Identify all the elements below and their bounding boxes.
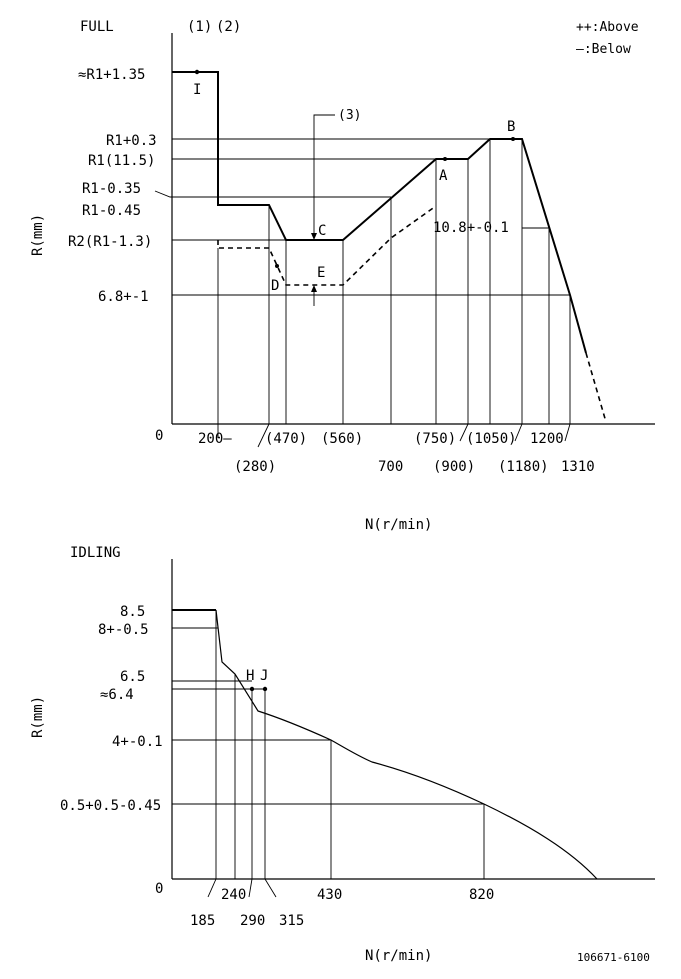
y-label-4: 4+-0.1 <box>112 734 163 750</box>
legend-above: ++:Above <box>576 20 639 35</box>
y-label-85: 8.5 <box>120 604 146 620</box>
x-label-290: 290 <box>240 913 266 929</box>
point-i-label: I <box>193 82 202 98</box>
leader-1310 <box>565 424 570 441</box>
mark-1: (1) <box>187 19 213 35</box>
full-load-chart <box>30 19 655 533</box>
y-label-65: 6.5 <box>120 669 146 685</box>
point-d-dot <box>275 264 279 268</box>
x-label-1180: (1180) <box>498 459 549 475</box>
x-label-1200: 1200 <box>530 431 564 447</box>
legend-below: —:Below <box>576 42 631 57</box>
x-label-1050: (1050) <box>466 431 517 447</box>
leader-290 <box>249 879 252 897</box>
point-c-label: C <box>318 223 327 239</box>
full-load-curve <box>172 72 586 353</box>
mark-2: (2) <box>216 19 242 35</box>
ref-line-r1-m035 <box>155 191 391 197</box>
x-label-240: 240 <box>221 887 247 903</box>
y-label-zero: 0 <box>155 428 164 444</box>
leader-185 <box>208 879 216 897</box>
x-label-820: 820 <box>469 887 495 903</box>
point-j-label: J <box>260 668 269 684</box>
idling-chart <box>30 545 655 964</box>
y-label-r1-03: R1+0.3 <box>106 133 157 149</box>
x-label-900: (900) <box>433 459 476 475</box>
x-label-470: (470) <box>265 431 308 447</box>
point-d-label: D <box>271 278 280 294</box>
y-label-8: 8+-0.5 <box>98 622 149 638</box>
idling-y-label-zero: 0 <box>155 881 164 897</box>
point-b-label: B <box>507 119 516 135</box>
full-title: FULL <box>80 19 114 35</box>
y-label-05: 0.5+0.5-0.45 <box>60 798 162 814</box>
point-e-label: E <box>317 265 326 281</box>
mark-3: (3) <box>338 108 362 123</box>
x-label-315: 315 <box>279 913 305 929</box>
x-label-200: 200— <box>198 431 232 447</box>
y-label-r2: R2(R1-1.3) <box>68 234 153 250</box>
x-label-560: (560) <box>321 431 364 447</box>
mark-e-arrow-up <box>311 285 317 292</box>
mark-3-arrow-down <box>311 233 317 240</box>
point-h-dot <box>250 687 254 691</box>
y-label-r1: R1(11.5) <box>88 153 156 169</box>
point-i-dot <box>195 70 199 74</box>
x-label-430: 430 <box>317 887 343 903</box>
point-j-dot <box>263 687 267 691</box>
x-label-1310: 1310 <box>561 459 595 475</box>
x-label-280: (280) <box>234 459 277 475</box>
x-label-700: 700 <box>378 459 404 475</box>
leader-315 <box>265 879 276 897</box>
y-label-r1-m045: R1-0.45 <box>82 203 142 219</box>
full-load-lower-curve <box>218 206 436 285</box>
y-label-r1-135: ≈R1+1.35 <box>78 67 146 83</box>
idling-curve <box>216 610 597 879</box>
annotation-108: 10.8+-0.1 <box>433 220 509 236</box>
full-x-axis-label: N(r/min) <box>365 517 433 533</box>
full-y-axis-label: R(mm) <box>30 213 46 256</box>
idling-title: IDLING <box>70 545 121 561</box>
document-number: 106671-6100 <box>577 951 650 964</box>
point-b-dot <box>511 137 515 141</box>
x-label-750: (750) <box>414 431 457 447</box>
y-label-64: ≈6.4 <box>100 687 134 703</box>
y-label-r1-m035: R1-0.35 <box>82 181 142 197</box>
point-a-dot <box>443 157 447 161</box>
point-h-label: H <box>246 668 255 684</box>
mark-3-leader <box>314 115 335 238</box>
full-load-tail-dashed <box>586 353 606 422</box>
idling-x-axis-label: N(r/min) <box>365 948 433 964</box>
point-a-label: A <box>439 168 448 184</box>
idling-y-axis-label: R(mm) <box>30 695 46 738</box>
x-label-185: 185 <box>190 913 216 929</box>
y-label-68: 6.8+-1 <box>98 289 149 305</box>
